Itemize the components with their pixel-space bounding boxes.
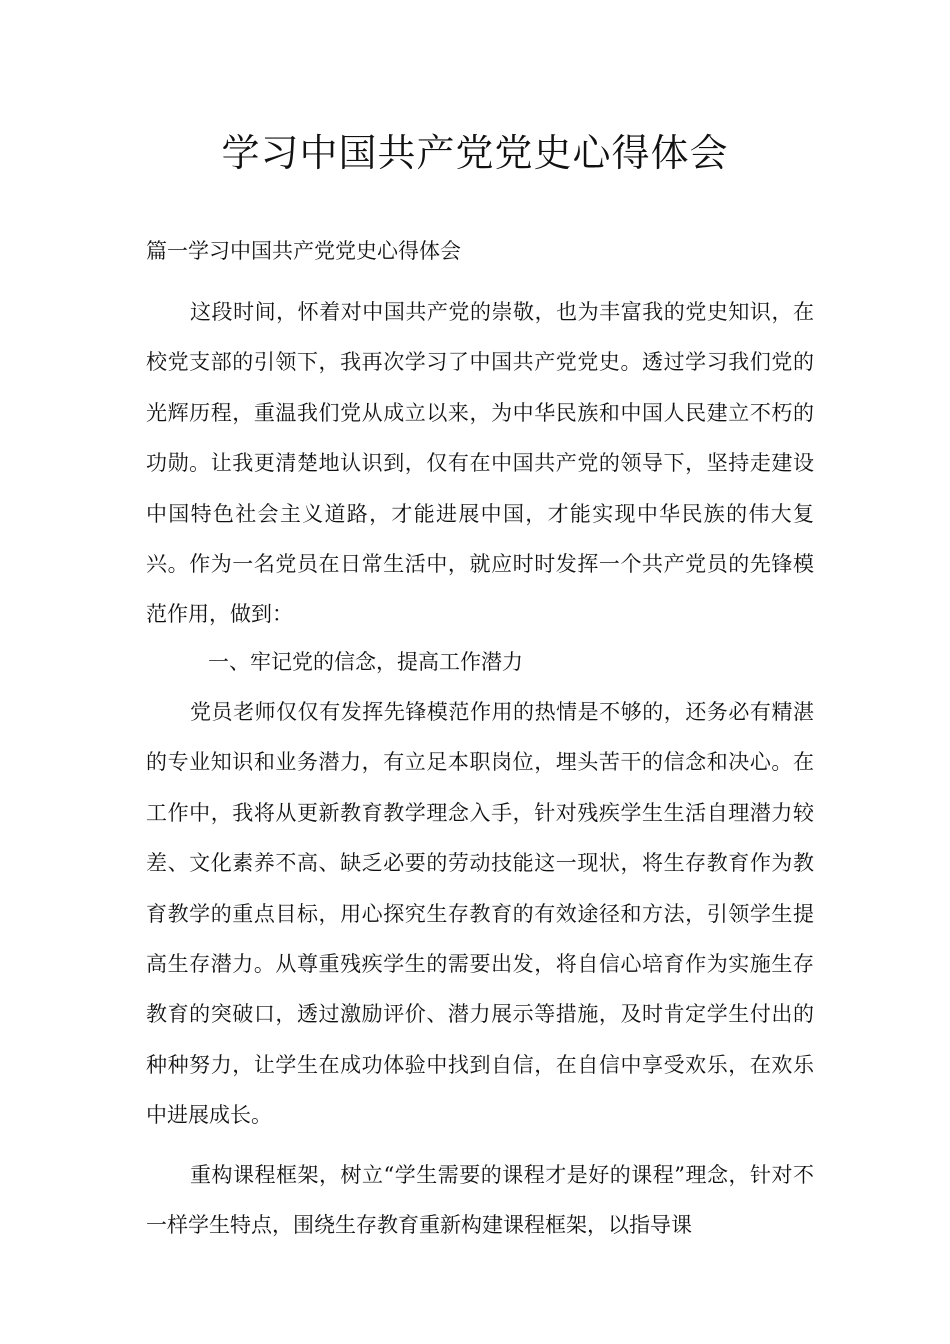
section-heading: 一、牢记党的信念，提高工作潜力 [208, 650, 523, 674]
paragraph-intro: 这段时间，怀着对中国共产党的崇敬，也为丰富我的党史知识，在校党支部的引领下，我再次学习了中国共产党党史。透过学习我们党的光辉历程，重温我们党从成立以来，为中华民族和中国人民建立不朽的功勋。让我更清楚地认识到，仅有在中国共产党的领导下，坚持走建设中国特色社会主义道路，才能进展中国，才能实现中华民族的伟大复兴。作为一名党员在日常生活中，就应时时发挥一个共产党员的先锋模范作用，做到： [146, 300, 814, 627]
paragraph-teaching: 党员老师仅仅有发挥先锋模范作用的热情是不够的，还务必有精湛的专业知识和业务潜力，有立足本职岗位，埋头苦干的信念和决心。在工作中，我将从更新教育教学理念入手，针对残疾学生生活自理潜力较差、文化素养不高、缺乏必要的劳动技能这一现状，将生存教育作为教育教学的重点目标，用心探究生存教育的有效途径和方法，引领学生提高生存潜力。从尊重残疾学生的需要出发，将自信心培育作为实施生存教育的突破口，透过激励评价、潜力展示等措施，及时肯定学生付出的种种努力，让学生在成功体验中找到自信，在自信中享受欢乐，在欢乐中进展成长。 [146, 700, 814, 1128]
document-title: 学习中国共产党党史心得体会 [221, 131, 729, 175]
paragraph-curriculum: 重构课程框架，树立“学生需要的课程才是好的课程”理念，针对不一样学生特点，围绕生存教育重新构建课程框架，以指导课 [146, 1163, 814, 1238]
document-subtitle: 篇一学习中国共产党党史心得体会 [146, 239, 461, 263]
